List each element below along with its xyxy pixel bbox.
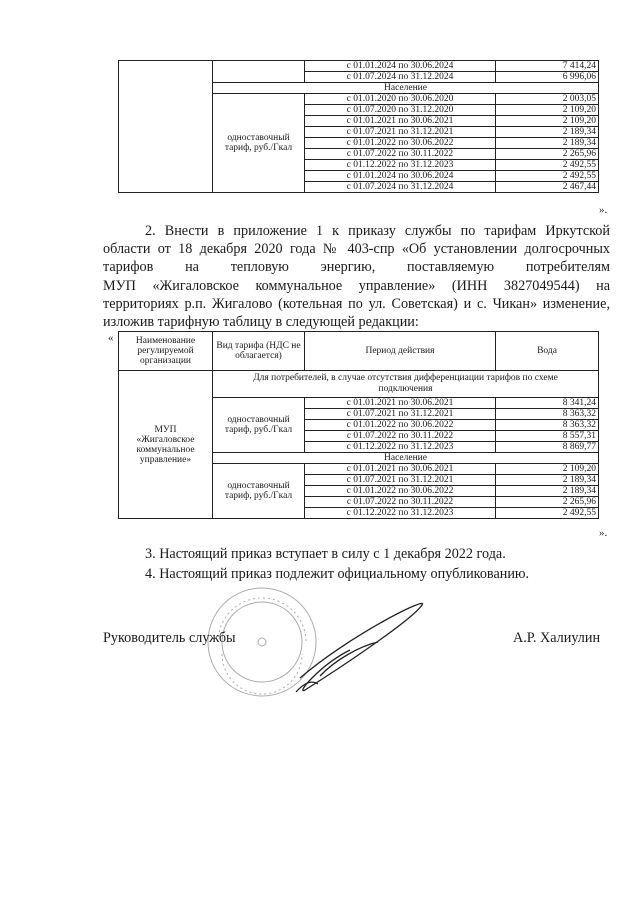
tariff-table-new	[118, 331, 599, 519]
header-type: Вид тарифа (НДС не облагается)	[213, 332, 305, 371]
period-cell: с 01.07.2024 по 31.12.2024	[305, 182, 496, 193]
seal-and-signature	[200, 580, 440, 715]
value-cell: 2 189,34	[496, 127, 599, 138]
value-cell: 2 003,05	[496, 94, 599, 105]
value-cell: 8 557,31	[496, 431, 599, 442]
population-section-label: Население	[213, 83, 599, 94]
value-cell: 8 869,77	[496, 442, 599, 453]
period-cell: с 01.01.2021 по 30.06.2021	[305, 464, 496, 475]
value-cell: 6 996,06	[496, 72, 599, 83]
value-cell: 2 189,34	[496, 475, 599, 486]
value-cell: 8 341,24	[496, 398, 599, 409]
period-cell: с 01.01.2024 по 30.06.2024	[305, 61, 496, 72]
period-cell: с 01.01.2022 по 30.06.2022	[305, 138, 496, 149]
paragraph-line: территориях р.п. Жигалово (котельная по ул. Советская) и с. Чикан» изменение,	[103, 295, 610, 312]
period-cell: с 01.07.2024 по 31.12.2024	[305, 72, 496, 83]
handwritten-signature-icon	[296, 603, 423, 692]
item-3: 3. Настоящий приказ вступает в силу с 1 декабря 2022 года.	[145, 546, 506, 562]
paragraph-line: МУП «Жигаловское коммунальное управление» (ИНН 3827049544) на	[103, 277, 610, 294]
tariff-type-cell: одноставочный тариф, руб./Гкал	[213, 94, 305, 193]
value-cell: 2 492,55	[496, 160, 599, 171]
header-water: Вода	[496, 332, 599, 371]
value-cell: 2 189,34	[496, 138, 599, 149]
item-4: 4. Настоящий приказ подлежит официальному опубликованию.	[145, 566, 530, 582]
value-cell: 2 492,55	[496, 508, 599, 519]
period-cell: с 01.07.2020 по 31.12.2020	[305, 105, 496, 116]
org-cell-empty	[119, 61, 213, 193]
paragraph-line: 2. Внести в приложение 1 к приказу службы по тарифам Иркутской	[145, 223, 610, 239]
period-cell: с 01.12.2022 по 31.12.2023	[305, 508, 496, 519]
paragraph-2	[103, 222, 610, 331]
paragraph-line: изложив тарифную таблицу в следующей редакции:	[103, 314, 419, 331]
org-name-cell: МУП «Жигаловское коммунальное управление»	[119, 371, 213, 519]
value-cell: 7 414,24	[496, 61, 599, 72]
period-cell: с 01.12.2022 по 31.12.2023	[305, 160, 496, 171]
value-cell: 2 109,20	[496, 464, 599, 475]
value-cell: 2 109,20	[496, 105, 599, 116]
value-cell: 2 265,96	[496, 497, 599, 508]
tariff-type-cell: одноставочный тариф, руб./Гкал	[213, 464, 305, 519]
value-cell: 2 265,96	[496, 149, 599, 160]
period-cell: с 01.01.2022 по 30.06.2022	[305, 420, 496, 431]
tariff-type-cell: одноставочный тариф, руб./Гкал	[213, 398, 305, 453]
value-cell: 2 492,55	[496, 171, 599, 182]
value-cell: 2 189,34	[496, 486, 599, 497]
signatory-name: А.Р. Халиулин	[513, 630, 601, 646]
period-cell: с 01.01.2021 по 30.06.2021	[305, 116, 496, 127]
period-cell: с 01.01.2020 по 30.06.2020	[305, 94, 496, 105]
header-period: Период действия	[305, 332, 496, 371]
value-cell: 2 109,20	[496, 116, 599, 127]
value-cell: 8 363,32	[496, 420, 599, 431]
table2-close-quote: ».	[599, 527, 608, 539]
table1-close-quote: ».	[599, 204, 608, 216]
period-cell: с 01.01.2024 по 30.06.2024	[305, 171, 496, 182]
period-cell: с 01.07.2022 по 30.11.2022	[305, 431, 496, 442]
paragraph-line: области от 18 декабря 2020 года № 403-спр «Об установлении долгосрочных	[103, 241, 610, 258]
period-cell: с 01.07.2021 по 31.12.2021	[305, 127, 496, 138]
value-cell: 2 467,44	[496, 182, 599, 193]
population-section-label: Население	[213, 453, 599, 464]
period-cell: с 01.12.2022 по 31.12.2023	[305, 442, 496, 453]
period-cell: с 01.01.2022 по 30.06.2022	[305, 486, 496, 497]
table2-open-quote: «	[108, 332, 114, 344]
paragraph-line: тарифов на тепловую энергию, поставляемую потребителям	[103, 259, 610, 276]
type-cell-empty	[213, 61, 305, 83]
signatory-position: Руководитель службы	[103, 630, 236, 646]
period-cell: с 01.07.2022 по 30.11.2022	[305, 497, 496, 508]
consumers-section-label: Для потребителей, в случае отсутствия дифференциации тарифов по схеме подключения	[213, 371, 599, 398]
period-cell: с 01.07.2021 по 31.12.2021	[305, 475, 496, 486]
header-org: Наименование регулируемой организации	[119, 332, 213, 371]
period-cell: с 01.07.2022 по 30.11.2022	[305, 149, 496, 160]
period-cell: с 01.07.2021 по 31.12.2021	[305, 409, 496, 420]
value-cell: 8 363,32	[496, 409, 599, 420]
period-cell: с 01.01.2021 по 30.06.2021	[305, 398, 496, 409]
tariff-table-continued	[118, 60, 599, 193]
